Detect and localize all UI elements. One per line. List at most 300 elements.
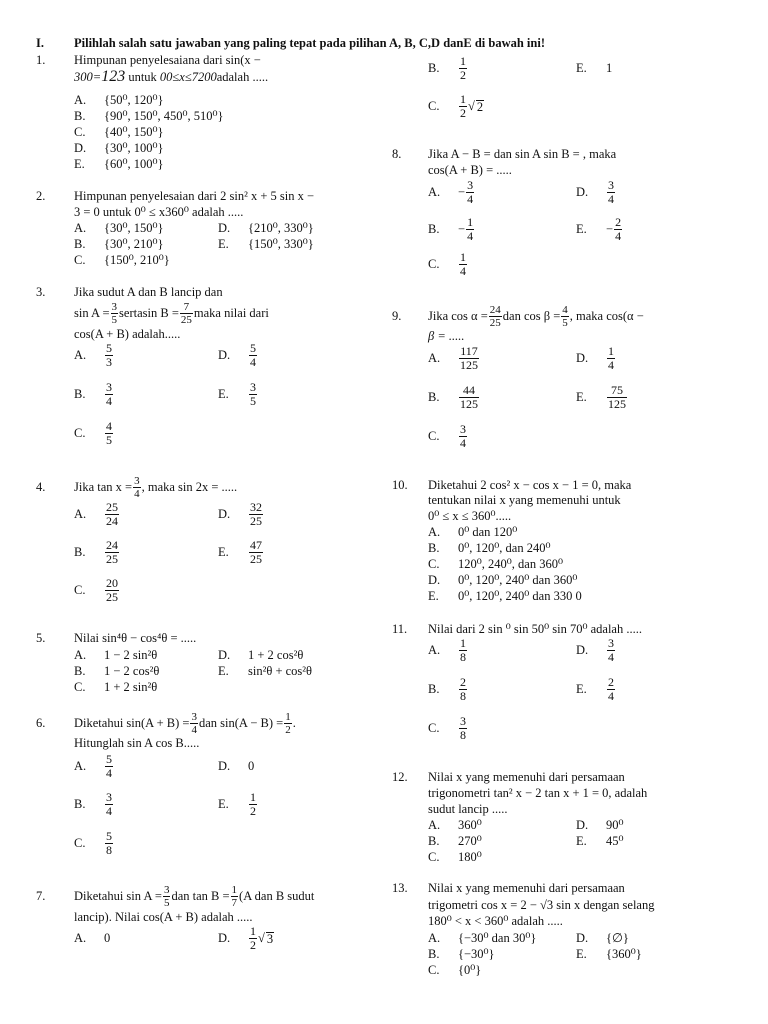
sqrt-symbol: √ bbox=[468, 98, 475, 113]
fraction bbox=[163, 884, 171, 909]
text-part: maka nilai dari bbox=[193, 305, 269, 320]
question-number: 4. bbox=[36, 480, 46, 494]
numerator: 5 bbox=[250, 340, 256, 355]
denominator: 24 bbox=[106, 513, 118, 528]
fraction bbox=[105, 830, 113, 857]
option-c[interactable] bbox=[428, 850, 482, 864]
option-label: C. bbox=[74, 253, 86, 267]
numerator: 1 bbox=[231, 883, 238, 896]
numerator: 1 bbox=[467, 214, 474, 229]
option-label: C. bbox=[428, 256, 440, 271]
option-a[interactable] bbox=[428, 818, 482, 832]
option-label: A. bbox=[428, 184, 441, 199]
option-d[interactable] bbox=[218, 648, 303, 662]
option-label: D. bbox=[218, 221, 231, 235]
option-text: 1 + 2 sin²θ bbox=[104, 680, 158, 694]
denominator: 4 bbox=[250, 354, 256, 369]
denominator: 5 bbox=[111, 313, 118, 326]
option-c[interactable] bbox=[74, 125, 164, 139]
option-a[interactable] bbox=[74, 752, 114, 780]
fraction bbox=[105, 539, 119, 566]
fraction bbox=[459, 345, 479, 372]
option-d[interactable] bbox=[576, 636, 616, 664]
text-part: dan sin(A − B) = bbox=[198, 715, 284, 730]
question-number: 10. bbox=[392, 478, 408, 492]
option-label: B. bbox=[428, 834, 440, 848]
option-text: 1 + 2 cos²θ bbox=[248, 648, 304, 662]
sign: − bbox=[458, 184, 466, 199]
option-text: 0 bbox=[104, 930, 111, 945]
text-part: , maka cos(α − bbox=[569, 308, 644, 323]
fraction bbox=[607, 345, 615, 372]
option-label: E. bbox=[576, 60, 587, 75]
denominator: 4 bbox=[106, 765, 112, 780]
question-number: 2. bbox=[36, 189, 46, 203]
denominator: 4 bbox=[460, 263, 466, 278]
option-text: 0 bbox=[248, 758, 255, 773]
option-text: 120⁰, 240⁰, dan 360⁰ bbox=[458, 557, 563, 571]
option-e[interactable] bbox=[576, 383, 628, 411]
option-label: D. bbox=[218, 758, 231, 773]
radicand: 3 bbox=[266, 931, 274, 946]
numerator: 24 bbox=[106, 537, 118, 552]
fraction bbox=[249, 539, 263, 566]
option-label: C. bbox=[74, 835, 86, 850]
option-label: A. bbox=[74, 506, 87, 521]
sign: − bbox=[606, 221, 614, 236]
question-text bbox=[74, 709, 296, 737]
numerator: 3 bbox=[460, 421, 466, 436]
numerator: 3 bbox=[134, 474, 140, 487]
numerator: 20 bbox=[106, 575, 118, 590]
denominator: 8 bbox=[460, 649, 466, 664]
option-text: 0⁰, 120⁰, dan 240⁰ bbox=[458, 541, 551, 555]
denominator: 4 bbox=[467, 191, 474, 206]
option-label: A. bbox=[428, 931, 441, 945]
option-text: 0⁰, 120⁰, 240⁰ dan 360⁰ bbox=[458, 573, 578, 587]
option-c[interactable] bbox=[74, 576, 120, 604]
fraction bbox=[105, 501, 119, 528]
text-part: sertasin B = bbox=[119, 305, 179, 320]
option-label: D. bbox=[74, 141, 87, 155]
option-text: {−30⁰} bbox=[458, 947, 495, 961]
question-text-line2 bbox=[74, 70, 268, 84]
option-label: C. bbox=[74, 425, 86, 440]
denominator: 4 bbox=[191, 723, 197, 736]
option-text: {40⁰, 150⁰} bbox=[104, 125, 164, 139]
option-e[interactable] bbox=[576, 215, 623, 243]
fraction bbox=[105, 577, 119, 604]
text-part: , maka sin 2x = ..... bbox=[141, 479, 238, 494]
question-text-line2: tentukan nilai x yang memenuhi untuk bbox=[428, 493, 621, 507]
option-text: 1 bbox=[606, 60, 613, 75]
option-label: A. bbox=[74, 93, 87, 107]
option-label: A. bbox=[428, 642, 441, 657]
fraction bbox=[190, 711, 198, 736]
option-d[interactable] bbox=[428, 573, 577, 587]
denominator: 4 bbox=[467, 228, 474, 243]
denominator: 2 bbox=[460, 67, 466, 82]
numerator: 24 bbox=[489, 303, 501, 316]
option-a[interactable] bbox=[428, 931, 536, 945]
option-e[interactable] bbox=[428, 589, 582, 603]
text-part: Jika cos α = bbox=[428, 308, 488, 323]
option-d[interactable] bbox=[576, 931, 629, 945]
denominator: 25 bbox=[489, 316, 501, 329]
fraction bbox=[249, 381, 257, 408]
option-d[interactable] bbox=[576, 344, 616, 372]
option-b[interactable] bbox=[428, 947, 495, 961]
option-c[interactable] bbox=[428, 714, 468, 742]
fraction bbox=[249, 501, 263, 528]
question-text: Nilai x yang memenuhi dari persamaan bbox=[428, 770, 625, 784]
option-label: D. bbox=[218, 648, 231, 662]
denominator: 4 bbox=[460, 435, 466, 450]
option-d[interactable] bbox=[218, 924, 274, 952]
option-a[interactable] bbox=[74, 221, 164, 235]
option-label: A. bbox=[74, 347, 87, 362]
question-number: 5. bbox=[36, 631, 46, 645]
option-b[interactable] bbox=[74, 790, 114, 818]
denominator: 4 bbox=[608, 688, 614, 703]
option-b[interactable] bbox=[74, 237, 164, 251]
denominator: 4 bbox=[608, 357, 614, 372]
option-d[interactable] bbox=[74, 141, 164, 155]
option-text: {150⁰, 330⁰} bbox=[248, 237, 314, 251]
fraction bbox=[466, 179, 474, 206]
fraction bbox=[561, 304, 569, 329]
option-e[interactable] bbox=[576, 675, 616, 703]
fraction bbox=[105, 342, 113, 369]
numerator: 1 bbox=[460, 635, 466, 650]
denominator: 125 bbox=[460, 396, 478, 411]
denominator: 5 bbox=[562, 316, 568, 329]
fraction bbox=[133, 475, 141, 500]
option-label: B. bbox=[428, 947, 440, 961]
option-a[interactable] bbox=[428, 525, 517, 539]
fraction bbox=[459, 251, 467, 278]
option-c[interactable] bbox=[428, 557, 563, 571]
denominator: 3 bbox=[106, 354, 112, 369]
option-text: 360⁰ bbox=[458, 818, 482, 832]
option-text: 270⁰ bbox=[458, 834, 482, 848]
option-a[interactable] bbox=[74, 341, 114, 369]
option-label: D. bbox=[576, 350, 589, 365]
question-number: 1. bbox=[36, 53, 46, 67]
question-number: 9. bbox=[392, 309, 402, 323]
denominator: 4 bbox=[106, 393, 112, 408]
denominator: 25 bbox=[106, 589, 118, 604]
option-text: {90⁰, 150⁰, 450⁰, 510⁰} bbox=[104, 109, 224, 123]
denominator: 5 bbox=[106, 432, 112, 447]
fraction bbox=[231, 884, 239, 909]
question-text: Jika A − B = dan sin A sin B = , maka bbox=[428, 147, 617, 161]
option-label: B. bbox=[428, 389, 440, 404]
fraction bbox=[249, 791, 257, 818]
option-label: B. bbox=[74, 664, 86, 678]
instruction-text: Pilihlah salah satu jawaban yang paling tepat pada pilihan A, B, C,D danE di bawah ini! bbox=[74, 36, 545, 50]
option-a[interactable] bbox=[74, 924, 110, 952]
question-text-line2: lancip). Nilai cos(A + B) adalah ..... bbox=[74, 910, 253, 924]
fraction bbox=[607, 637, 615, 664]
option-label: E. bbox=[576, 947, 587, 961]
option-label: D. bbox=[428, 573, 441, 587]
denominator: 5 bbox=[163, 896, 170, 909]
option-label: B. bbox=[74, 544, 86, 559]
option-text: 1 − 2 sin²θ bbox=[104, 648, 158, 662]
option-label: E. bbox=[74, 157, 85, 171]
option-b[interactable] bbox=[428, 541, 550, 555]
radicand: 2 bbox=[476, 99, 484, 114]
fraction bbox=[489, 304, 502, 329]
numerator: 3 bbox=[467, 177, 474, 192]
text-part: untuk bbox=[128, 70, 157, 84]
question-text: Diketahui 2 cos² x − cos x − 1 = 0, maka bbox=[428, 478, 632, 492]
option-d[interactable] bbox=[576, 818, 624, 832]
fraction bbox=[459, 676, 467, 703]
option-label: A. bbox=[428, 350, 441, 365]
option-label: B. bbox=[74, 109, 86, 123]
option-e[interactable] bbox=[576, 54, 612, 82]
fraction bbox=[459, 637, 467, 664]
option-label: D. bbox=[576, 642, 589, 657]
denominator: 8 bbox=[460, 727, 466, 742]
numerator: 3 bbox=[106, 789, 112, 804]
denominator: 2 bbox=[285, 723, 291, 736]
numerator: 1 bbox=[460, 53, 466, 68]
sign: − bbox=[458, 221, 466, 236]
numerator: 3 bbox=[191, 710, 197, 723]
option-text: {0⁰} bbox=[458, 963, 482, 977]
option-label: E. bbox=[576, 681, 587, 696]
numerator: 4 bbox=[562, 303, 568, 316]
option-label: A. bbox=[428, 818, 441, 832]
option-text: 180⁰ bbox=[458, 850, 482, 864]
option-label: A. bbox=[428, 525, 441, 539]
option-d[interactable] bbox=[218, 500, 264, 528]
question-text-line2: Hitunglah sin A cos B..... bbox=[74, 736, 200, 750]
option-a[interactable] bbox=[428, 344, 480, 372]
fraction bbox=[614, 216, 622, 243]
option-label: C. bbox=[428, 850, 440, 864]
numerator: 1 bbox=[285, 710, 291, 723]
option-d[interactable] bbox=[218, 341, 258, 369]
text-part: 00≤x≤7200 bbox=[159, 70, 217, 84]
fraction bbox=[284, 711, 292, 736]
denominator: 125 bbox=[608, 396, 626, 411]
numerator: 4 bbox=[106, 418, 112, 433]
numerator: 44 bbox=[459, 384, 479, 398]
option-e[interactable] bbox=[576, 947, 642, 961]
fraction bbox=[180, 301, 193, 326]
text-part: 300= bbox=[74, 70, 102, 84]
option-label: E. bbox=[218, 796, 229, 811]
option-c[interactable] bbox=[74, 253, 170, 267]
text-part: adalah ..... bbox=[216, 70, 269, 84]
option-text: sin²θ + cos²θ bbox=[248, 664, 313, 678]
question-text-line2 bbox=[74, 299, 269, 327]
option-label: A. bbox=[74, 221, 87, 235]
option-a[interactable] bbox=[74, 648, 157, 662]
numerator: 1 bbox=[460, 249, 466, 264]
denominator: 2 bbox=[460, 105, 466, 120]
option-text: {60⁰, 100⁰} bbox=[104, 157, 164, 171]
question-text: Nilai dari 2 sin ⁰ sin 50⁰ sin 70⁰ adalah ..... bbox=[428, 622, 642, 636]
question-text: Himpunan penyelesaiana dari sin(x − bbox=[74, 53, 261, 67]
option-label: C. bbox=[74, 125, 86, 139]
option-label: E. bbox=[218, 664, 229, 678]
option-a[interactable] bbox=[428, 636, 468, 664]
question-number: 3. bbox=[36, 285, 46, 299]
option-label: D. bbox=[576, 184, 589, 199]
question-text-line3: 0⁰ ≤ x ≤ 360⁰..... bbox=[428, 509, 512, 523]
numerator: 3 bbox=[111, 300, 118, 313]
option-label: B. bbox=[428, 60, 440, 75]
option-e[interactable] bbox=[218, 790, 258, 818]
fraction bbox=[607, 384, 627, 411]
option-c[interactable] bbox=[428, 250, 468, 278]
numerator: 2 bbox=[608, 674, 614, 689]
option-text: {30⁰, 150⁰} bbox=[104, 221, 164, 235]
section-roman: I. bbox=[36, 36, 44, 50]
option-label: C. bbox=[428, 963, 440, 977]
denominator: 125 bbox=[460, 357, 478, 372]
fraction bbox=[459, 423, 467, 450]
option-d[interactable] bbox=[218, 221, 314, 235]
text-part: 123 bbox=[101, 68, 126, 85]
option-b[interactable] bbox=[428, 834, 482, 848]
fraction bbox=[105, 381, 113, 408]
fraction bbox=[466, 216, 474, 243]
option-label: C. bbox=[428, 720, 440, 735]
numerator: 3 bbox=[608, 177, 614, 192]
option-label: C. bbox=[428, 557, 440, 571]
option-label: B. bbox=[74, 237, 86, 251]
numerator: 3 bbox=[106, 379, 112, 394]
option-b[interactable] bbox=[428, 54, 468, 82]
option-label: D. bbox=[218, 930, 231, 945]
question-number: 8. bbox=[392, 147, 402, 161]
fraction bbox=[249, 342, 257, 369]
option-e[interactable] bbox=[74, 157, 164, 171]
option-text: {−30⁰ dan 30⁰} bbox=[458, 931, 537, 945]
option-text: {30⁰, 100⁰} bbox=[104, 141, 164, 155]
question-number: 7. bbox=[36, 889, 46, 903]
option-text: 1 − 2 cos²θ bbox=[104, 664, 160, 678]
option-c[interactable] bbox=[428, 92, 484, 120]
numerator: 1 bbox=[250, 789, 256, 804]
option-label: A. bbox=[74, 648, 87, 662]
question-text bbox=[74, 473, 237, 501]
option-e[interactable] bbox=[218, 237, 314, 251]
option-c[interactable] bbox=[428, 963, 481, 977]
denominator: 7 bbox=[231, 896, 238, 909]
option-label: E. bbox=[576, 221, 587, 236]
option-label: D. bbox=[218, 506, 231, 521]
option-label: E. bbox=[218, 237, 229, 251]
question-text-line2: β = ..... bbox=[428, 329, 465, 343]
option-a[interactable] bbox=[428, 178, 475, 206]
numerator: 3 bbox=[250, 379, 256, 394]
question-text: Jika sudut A dan B lancip dan bbox=[74, 285, 223, 299]
numerator: 2 bbox=[615, 214, 622, 229]
option-b[interactable] bbox=[428, 383, 480, 411]
fraction bbox=[607, 179, 615, 206]
question-text: Nilai x yang memenuhi dari persamaan bbox=[428, 881, 625, 895]
option-b[interactable] bbox=[428, 675, 468, 703]
option-b[interactable] bbox=[428, 215, 475, 243]
option-label: D. bbox=[576, 931, 589, 945]
option-c[interactable] bbox=[428, 422, 468, 450]
fraction bbox=[249, 925, 257, 952]
option-label: A. bbox=[74, 930, 87, 945]
option-d[interactable] bbox=[218, 752, 254, 780]
denominator: 4 bbox=[615, 228, 622, 243]
denominator: 25 bbox=[180, 313, 192, 326]
numerator: 32 bbox=[250, 499, 262, 514]
question-text-line2: 3 = 0 untuk 0⁰ ≤ x360⁰ adalah ..... bbox=[74, 205, 244, 219]
option-text: {360⁰} bbox=[606, 947, 642, 961]
option-c[interactable] bbox=[74, 829, 114, 857]
denominator: 4 bbox=[134, 487, 140, 500]
option-label: C. bbox=[74, 582, 86, 597]
numerator: 5 bbox=[106, 340, 112, 355]
numerator: 75 bbox=[607, 384, 627, 398]
option-label: D. bbox=[218, 347, 231, 362]
question-text: Himpunan penyelesaian dari 2 sin² x + 5 sin x − bbox=[74, 189, 315, 203]
option-text: 45⁰ bbox=[606, 834, 624, 848]
question-text bbox=[428, 302, 644, 330]
option-b[interactable] bbox=[74, 538, 120, 566]
text-part: Diketahui sin A = bbox=[74, 888, 162, 903]
denominator: 2 bbox=[250, 803, 256, 818]
question-text-line2: cos(A + B) = ..... bbox=[428, 163, 512, 177]
denominator: 8 bbox=[106, 842, 112, 857]
question-text-line3: 180⁰ < x < 360⁰ adalah ..... bbox=[428, 914, 563, 928]
option-label: E. bbox=[218, 544, 229, 559]
question-text-line2: trigometri cos x = 2 − √3 sin x dengan selang bbox=[428, 898, 655, 912]
option-c[interactable] bbox=[74, 680, 157, 694]
option-d[interactable] bbox=[576, 178, 616, 206]
option-label: B. bbox=[428, 681, 440, 696]
option-c[interactable] bbox=[74, 419, 114, 447]
fraction bbox=[459, 384, 479, 411]
option-a[interactable] bbox=[74, 500, 120, 528]
fraction bbox=[111, 301, 119, 326]
text-part: (A dan B sudut bbox=[239, 888, 315, 903]
question-text-line3: cos(A + B) adalah..... bbox=[74, 327, 181, 341]
option-e[interactable] bbox=[576, 834, 624, 848]
question-text-line2: trigonometri tan² x − 2 tan x + 1 = 0, adalah bbox=[428, 786, 648, 800]
option-e[interactable] bbox=[218, 538, 264, 566]
option-label: D. bbox=[576, 818, 589, 832]
option-b[interactable] bbox=[74, 664, 159, 678]
option-b[interactable] bbox=[74, 109, 224, 123]
option-label: B. bbox=[428, 221, 440, 236]
numerator: 47 bbox=[250, 537, 262, 552]
option-label: C. bbox=[428, 428, 440, 443]
option-a[interactable] bbox=[74, 93, 164, 107]
option-label: C. bbox=[428, 98, 440, 113]
option-label: B. bbox=[74, 386, 86, 401]
option-text: 90⁰ bbox=[606, 818, 624, 832]
option-e[interactable] bbox=[218, 664, 312, 678]
text-part: Jika tan x = bbox=[74, 479, 133, 494]
option-text: {50⁰, 120⁰} bbox=[104, 93, 164, 107]
option-b[interactable] bbox=[74, 380, 114, 408]
denominator: 4 bbox=[106, 803, 112, 818]
option-e[interactable] bbox=[218, 380, 258, 408]
